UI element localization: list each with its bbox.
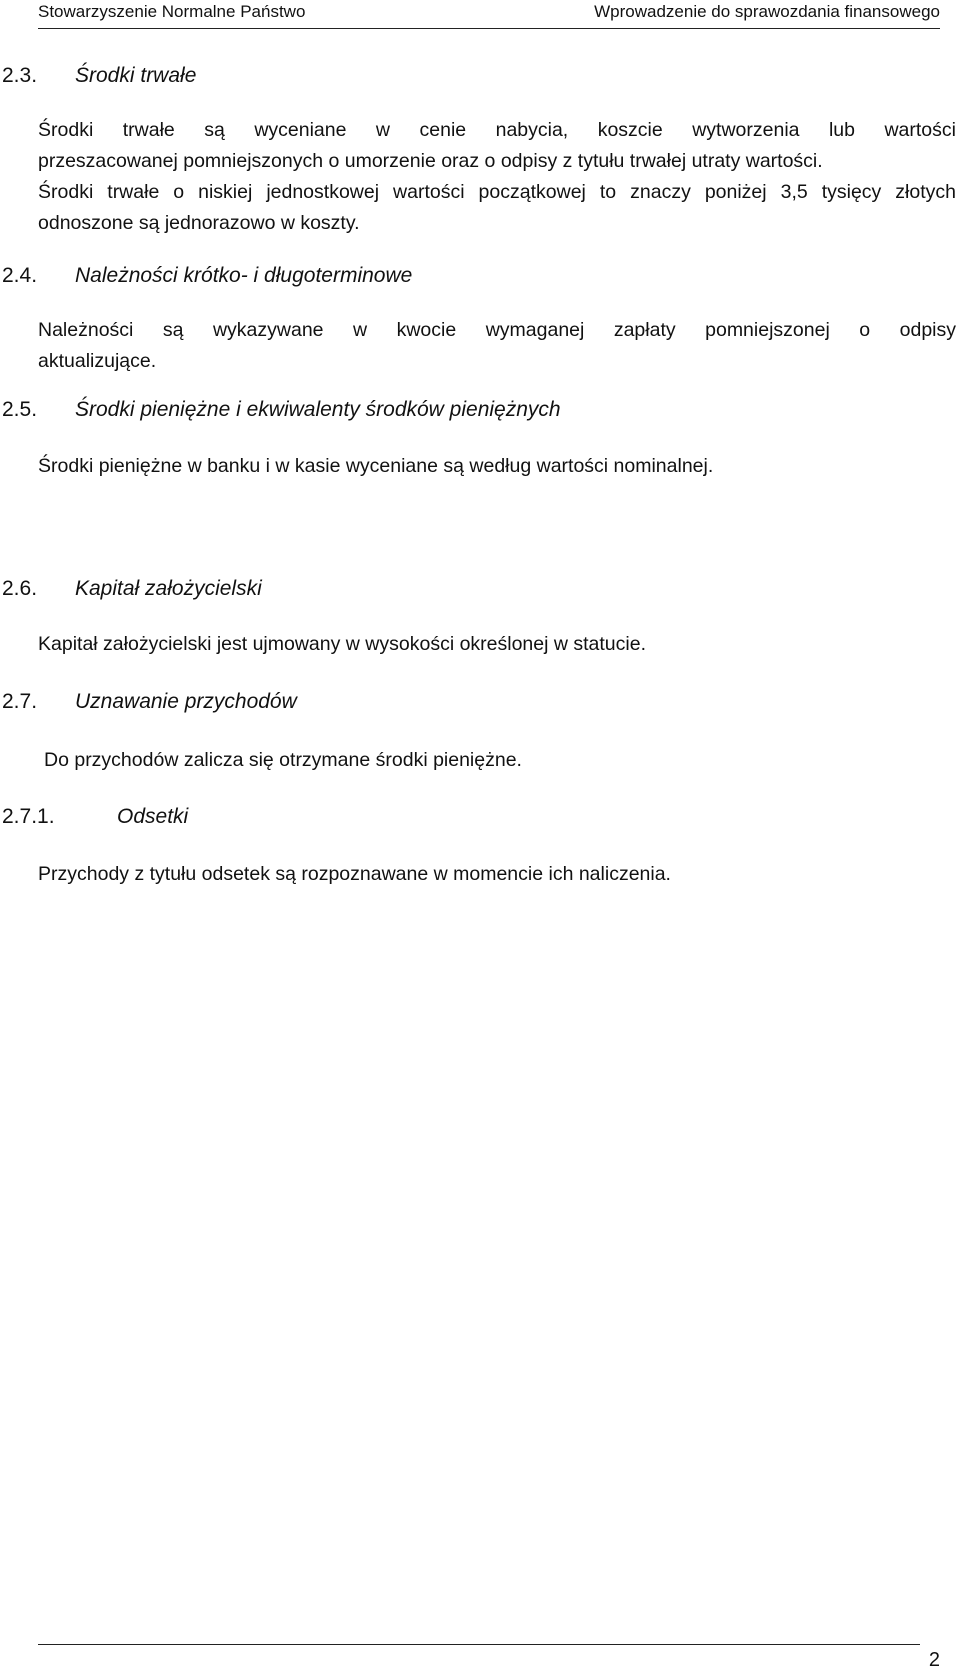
body-line: odnoszone są jednorazowo w koszty.	[38, 212, 360, 234]
body-line: aktualizujące.	[38, 350, 157, 372]
header-document-title: Wprowadzenie do sprawozdania finansowego	[594, 2, 940, 21]
footer-divider	[38, 1644, 920, 1645]
section-heading-2-3	[0, 62, 960, 90]
section-body-2-5	[38, 451, 956, 482]
body-line: Przychody z tytułu odsetek są rozpoznawane w momencie ich naliczenia.	[38, 863, 671, 885]
section-heading-2-7	[0, 688, 960, 716]
section-heading-2-7-1	[0, 803, 960, 831]
header-divider	[38, 28, 940, 29]
body-line: przeszacowanej pomniejszonych o umorzenie oraz o odpisy z tytułu trwałej utraty wartości.	[38, 150, 823, 172]
body-line: Środki trwałe są wyceniane w cenie nabycia, koszcie wytworzenia lub wartości	[38, 119, 956, 141]
section-title: Należności krótko- i długoterminowe	[75, 264, 413, 287]
section-body-2-4	[38, 315, 956, 377]
header-organization: Stowarzyszenie Normalne Państwo	[38, 2, 306, 21]
section-number: 2.3.	[2, 64, 38, 87]
section-number: 2.4.	[2, 264, 38, 287]
section-heading-2-5	[0, 396, 960, 424]
section-body-2-3	[38, 115, 956, 177]
section-title: Odsetki	[117, 805, 189, 828]
section-body-2-7-1	[38, 859, 956, 890]
body-line: Do przychodów zalicza się otrzymane środki pieniężne.	[44, 749, 522, 771]
section-title: Uznawanie przychodów	[75, 690, 297, 713]
section-title: Kapitał założycielski	[75, 577, 262, 600]
section-heading-2-6	[0, 575, 960, 603]
section-number: 2.7.	[2, 690, 38, 713]
page-number: 2	[928, 1649, 940, 1671]
body-line: Środki pieniężne w banku i w kasie wyceniane są według wartości nominalnej.	[38, 455, 714, 477]
body-line: Kapitał założycielski jest ujmowany w wysokości określonej w statucie.	[38, 633, 646, 655]
body-line: Należności są wykazywane w kwocie wymaganej zapłaty pomniejszonej o odpisy	[38, 319, 956, 341]
section-number: 2.7.1.	[2, 805, 55, 828]
section-heading-2-4	[0, 262, 960, 290]
section-body-2-7	[44, 745, 960, 776]
body-line: Środki trwałe o niskiej jednostkowej wartości początkowej to znaczy poniżej 3,5 tysięcy złotych	[38, 181, 956, 203]
section-number: 2.5.	[2, 398, 38, 421]
section-body-2-6	[38, 629, 956, 660]
section-number: 2.6.	[2, 577, 38, 600]
section-title: Środki trwałe	[75, 64, 197, 87]
section-title: Środki pieniężne i ekwiwalenty środków pieniężnych	[75, 398, 561, 421]
section-body-2-3-cont	[38, 177, 956, 239]
